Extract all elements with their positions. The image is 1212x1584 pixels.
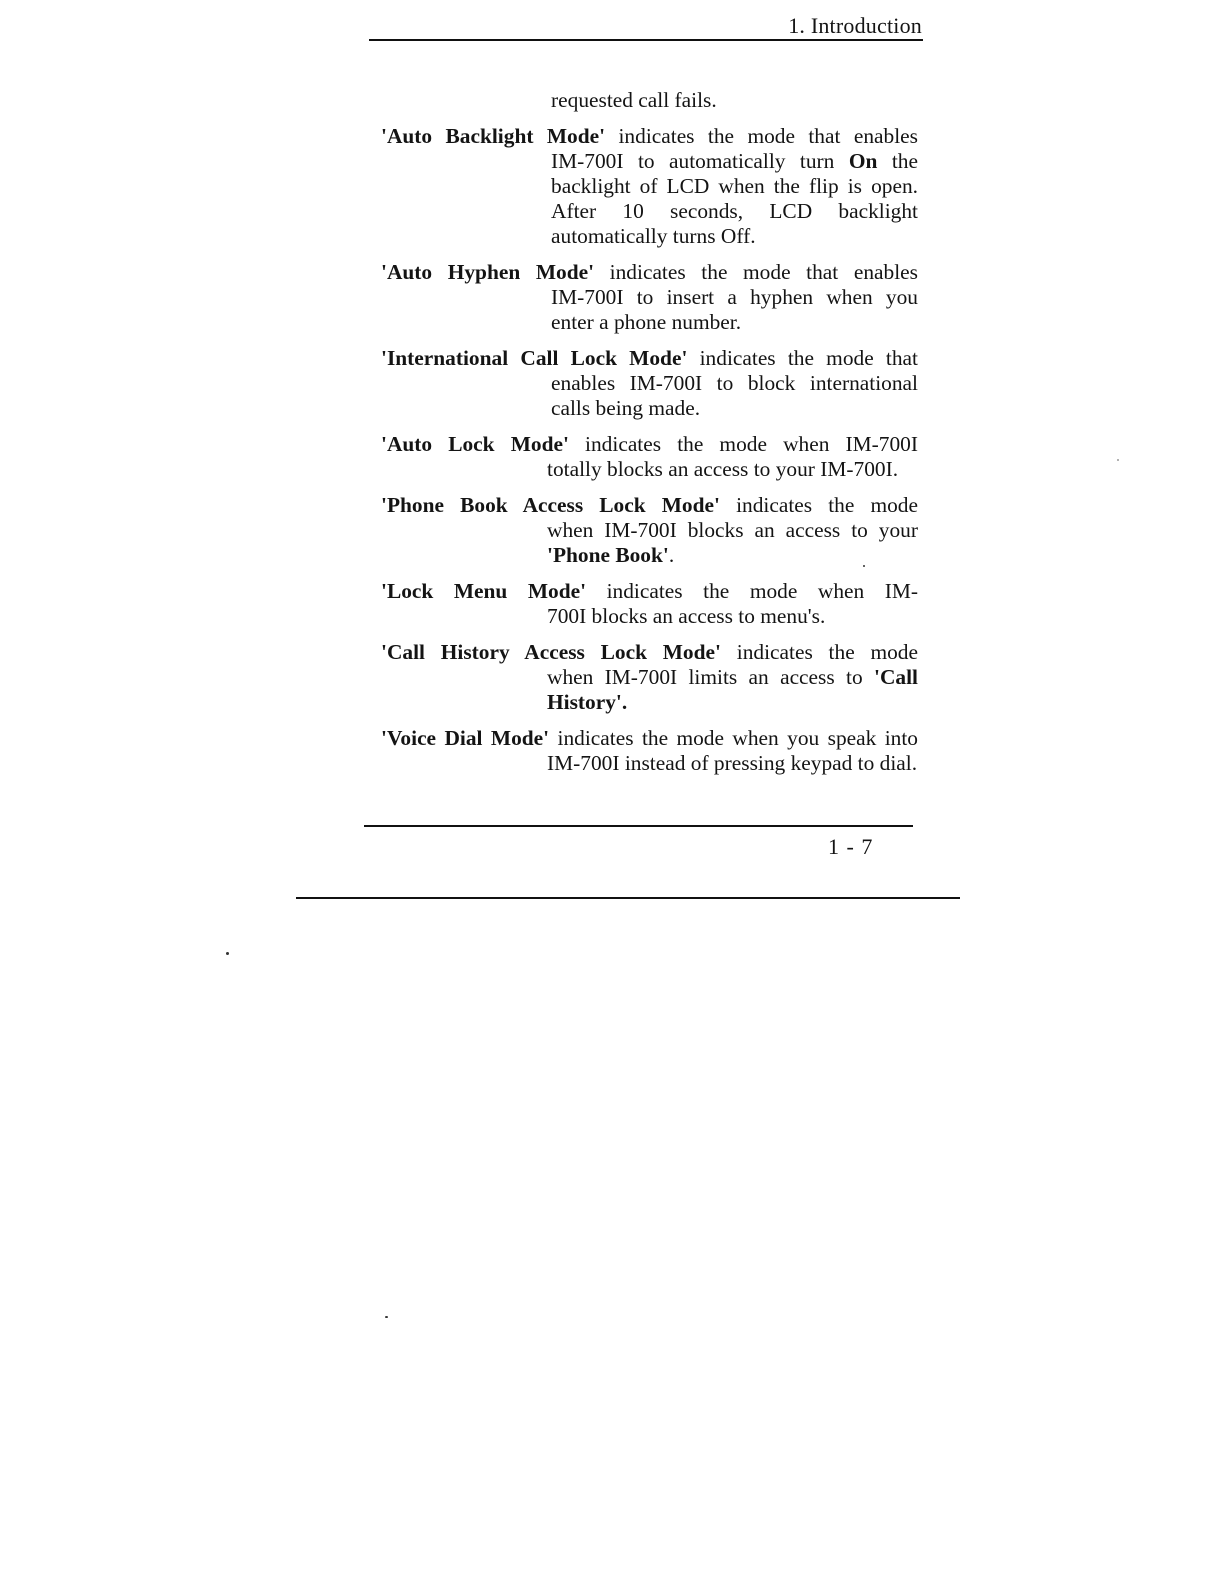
scan-speck [863,565,865,567]
glossary-entry-voice-dial [381,726,918,776]
entry-term: 'Auto Hyphen Mode' [381,260,595,284]
entry-first-line [381,579,918,604]
entry-term: 'Phone Book Access Lock Mode' [381,493,720,517]
entry-text: enables IM-700I to block international calls being made. [551,371,918,420]
entry-first-text: indicates the mode that enables [609,260,918,284]
glossary-entry-auto-lock [381,432,918,482]
entry-first-line [381,640,918,665]
glossary-entry-auto-hyphen [381,260,918,335]
entry-definition [551,149,918,249]
entry-term: 'Lock Menu Mode' [381,579,587,603]
running-header: 1. Introduction [788,13,922,38]
entry-first-line [381,726,918,751]
entry-first-text: indicates the mode when you speak into [557,726,918,750]
scan-speck [226,952,229,955]
glossary-entry-lock-menu [381,579,918,629]
glossary-entry-international-call-lock [381,346,918,421]
entry-first-line [381,346,918,371]
entry-first-text: indicates the mode when IM-700I [585,432,918,456]
entry-first-text: indicates the mode when IM- [606,579,918,603]
page-number: 1 - 7 [828,834,874,859]
entry-term: 'International Call Lock Mode' [381,346,688,370]
scan-speck [1117,459,1119,461]
glossary-entry-auto-backlight [381,124,918,249]
entry-definition [547,751,918,776]
header-rule [369,39,923,41]
entry-text: IM-700I to insert a hyphen when you enter a phone number. [551,285,918,334]
entry-text: when IM-700I blocks an access to your [547,518,918,542]
entry-definition [551,285,918,335]
entry-bold-text: On [848,149,878,173]
entry-first-line [381,260,918,285]
entry-definition [551,371,918,421]
entry-definition [547,518,918,568]
footer-rule [364,825,913,827]
glossary-entry-call-history-access-lock [381,640,918,715]
continuation-text: requested call fails. [551,88,717,112]
entry-bold-text: 'Call History'. [547,665,918,714]
entry-text: totally blocks an access to your IM-700I. [547,457,899,481]
glossary-entry-phone-book-access-lock [381,493,918,568]
entry-first-text: indicates the mode that enables [618,124,918,148]
entry-term: 'Call History Access Lock Mode' [381,640,721,664]
entry-text: IM-700I to automatically turn [551,149,849,173]
page-edge-rule [296,897,960,899]
entry-text: . [668,543,675,567]
entry-first-text: indicates the mode [736,493,918,517]
entry-first-text: indicates the mode that [699,346,918,370]
entry-definition [547,604,918,629]
scan-speck [385,1316,388,1318]
entry-definition [547,457,918,482]
entry-term: 'Auto Lock Mode' [381,432,569,456]
glossary-body [381,88,918,787]
entry-first-line [381,432,918,457]
entry-first-text: indicates the mode [736,640,918,664]
entry-text: 700I blocks an access to menu's. [547,604,826,628]
entry-text: the backlight of LCD when the flip is open. After 10 seconds, LCD backlight automatically turns Off. [551,149,918,248]
entry-term: 'Auto Backlight Mode' [381,124,606,148]
entry-first-line [381,124,918,149]
entry-first-line [381,493,918,518]
entry-text: IM-700I instead of pressing keypad to dial. [547,751,918,775]
entry-term: 'Voice Dial Mode' [381,726,550,750]
entry-text: when IM-700I limits an access to [547,665,875,689]
entry-bold-text: 'Phone Book' [547,543,669,567]
entry-definition [547,665,918,715]
